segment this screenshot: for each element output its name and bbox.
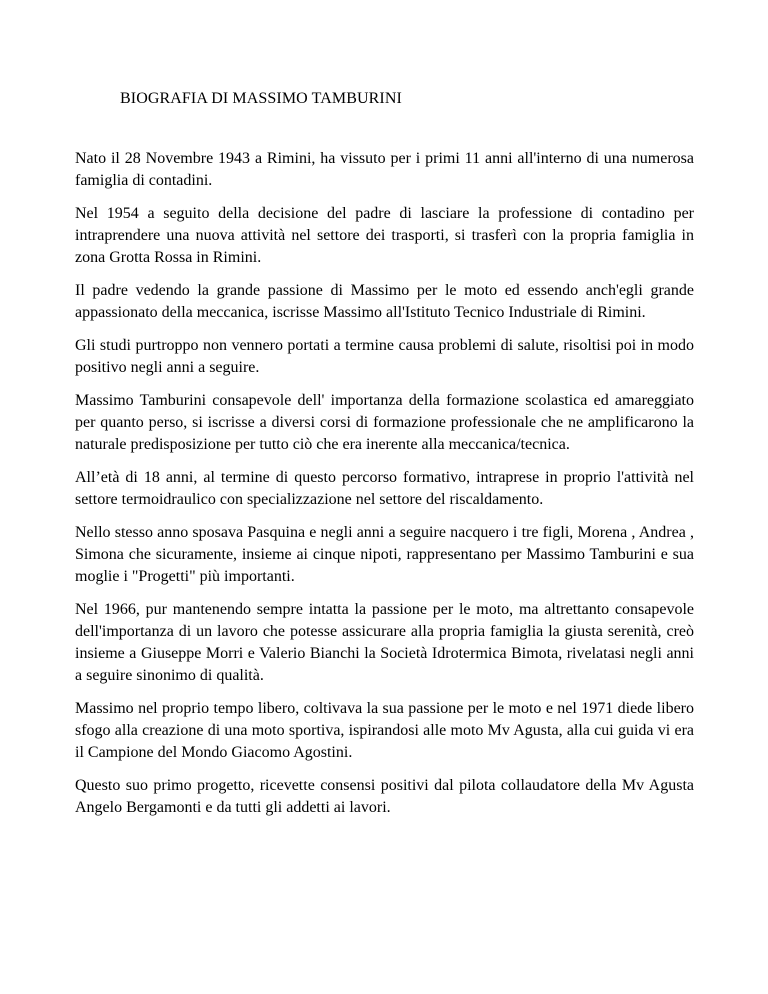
paragraph-bimota: Nel 1966, pur mantenendo sempre intatta la passione per le moto, ma altrettanto consapevole dell'importanza di un lavoro che potesse assicurare alla propria famiglia la giusta serenità, creò insieme a Giuseppe Morri e Valerio Bianchi la Società Idrotermica Bimota, rivelatasi negli anni a seguire sinonimo di qualità. — [75, 601, 694, 684]
document-body — [75, 148, 694, 830]
paragraph-birth: Nato il 28 Novembre 1943 a Rimini, ha vissuto per i primi 11 anni all'interno di una numerosa famiglia di contadini. — [75, 150, 694, 189]
paragraph-family: Nello stesso anno sposava Pasquina e negli anni a seguire nacquero i tre figli, Morena , Andrea , Simona che sicuramente, insieme ai cinque nipoti, rappresentano per Massimo Tamburini e sua moglie i "Progetti" più importanti. — [75, 524, 694, 585]
paragraph-move-1954: Nel 1954 a seguito della decisione del padre di lasciare la professione di contadino per intraprendere una nuova attività nel settore dei trasporti, si trasferì con la propria famiglia in zona Grotta Rossa in Rimini. — [75, 205, 694, 266]
paragraph-training: Massimo Tamburini consapevole dell' importanza della formazione scolastica ed amareggiato per quanto perso, si iscrisse a diversi corsi di formazione professionale che ne amplificarono la naturale predisposizione per tutto ciò che era inerente alla meccanica/tecnica. — [75, 392, 694, 453]
paragraph-first-bike: Massimo nel proprio tempo libero, coltivava la sua passione per le moto e nel 1971 diede libero sfogo alla creazione di una moto sportiva, ispirandosi alle moto Mv Agusta, alla cui guida vi era il Campione del Mondo Giacomo Agostini. — [75, 700, 694, 761]
paragraph-studies: Gli studi purtroppo non vennero portati a termine causa problemi di salute, risoltisi poi in modo positivo negli anni a seguire. — [75, 337, 694, 376]
paragraph-reception: Questo suo primo progetto, ricevette consensi positivi dal pilota collaudatore della Mv Agusta Angelo Bergamonti e da tutti gli addetti ai lavori. — [75, 777, 694, 816]
document-title: BIOGRAFIA DI MASSIMO TAMBURINI — [120, 90, 402, 107]
paragraph-business: All’età di 18 anni, al termine di questo percorso formativo, intraprese in proprio l'attività nel settore termoidraulico con specializzazione nel settore del riscaldamento. — [75, 469, 694, 508]
paragraph-school: Il padre vedendo la grande passione di Massimo per le moto ed essendo anch'egli grande appassionato della meccanica, iscrisse Massimo all'Istituto Tecnico Industriale di Rimini. — [75, 282, 694, 321]
